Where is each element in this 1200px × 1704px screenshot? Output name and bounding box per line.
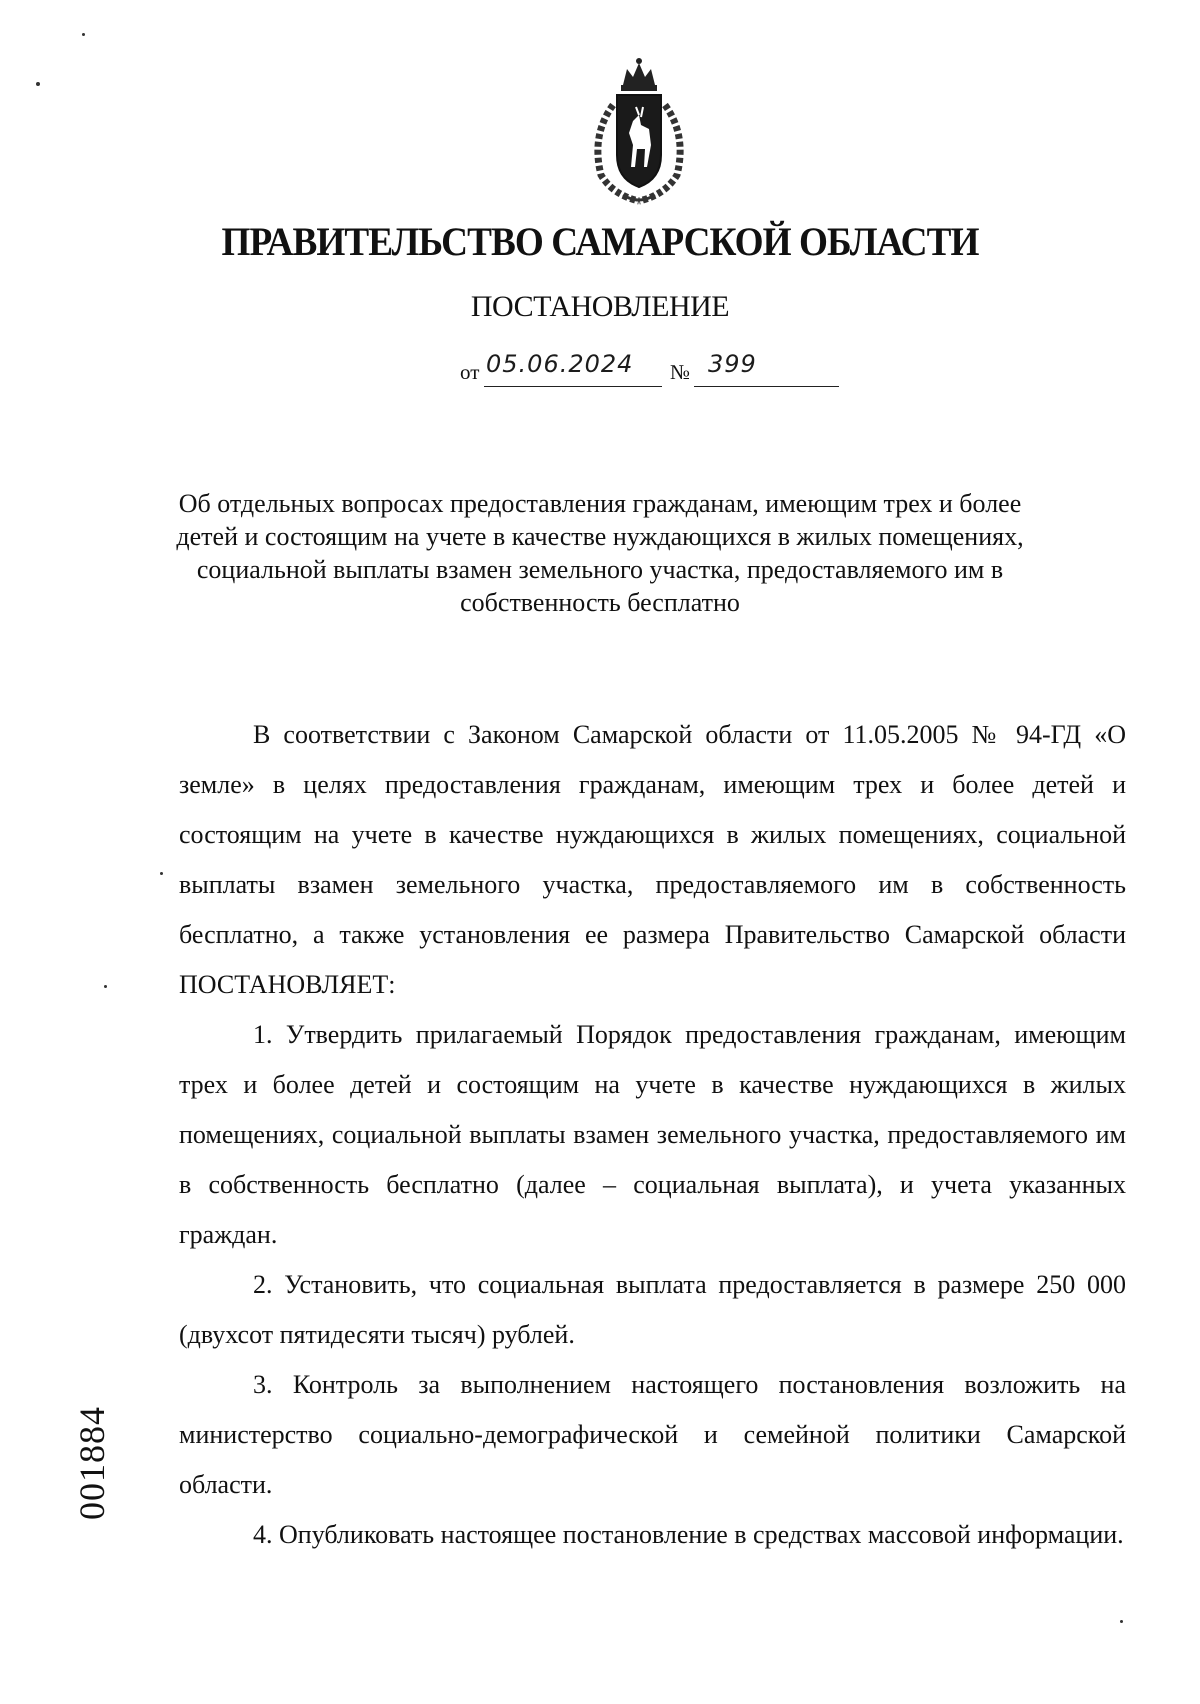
handwritten-number: 399 [708,350,757,378]
item-paragraph-1: 1. Утвердить прилагаемый Порядок предоставления гражданам, имеющим трех и более детей и состоящим на учете в качестве нуждающихся в жилых помещениях, социальной выплаты взамен земельного участка, предоставляемого им в собственность бесплатно (далее – социальная выплата), и учета указанных граждан. [179,1020,1126,1249]
number-prefix: № [670,360,691,384]
item-paragraph-3: 3. Контроль за выполнением настоящего постановления возложить на министерство социально-демографической и семейной политики Самарской области. [179,1370,1126,1499]
government-title: ПРАВИТЕЛЬСТВО САМАРСКОЙ ОБЛАСТИ [221,219,979,264]
side-registration-number: 001884 [72,1406,112,1520]
date-prefix: от [460,360,480,384]
handwritten-date: 05.06.2024 [486,350,634,378]
document-subject: Об отдельных вопросах предоставления гражданам, имеющим трех и более детей и состоящим на учете в качестве нуждающихся в жилых помещениях, социальной выплаты взамен земельного участка, предоставляемого им в собственность бесплатно [176,489,1024,617]
scan-speck [104,985,107,988]
document-body [179,710,1126,1560]
number-underline [694,386,839,387]
scan-speck [1120,1620,1123,1623]
date-underline [484,386,662,387]
scan-speck [160,872,163,875]
scan-speck [82,33,85,36]
document-type: ПОСТАНОВЛЕНИЕ [470,290,730,323]
item-paragraph-4: 4. Опубликовать настоящее постановление в средствах массовой информации. [253,1520,1124,1549]
scan-speck [36,82,40,86]
preamble-paragraph: В соответствии с Законом Самарской области от 11.05.2005 № 94-ГД «О земле» в целях предоставления гражданам, имеющим трех и более детей и состоящим на учете в качестве нуждающихся в жилых помещениях, социальной выплаты взамен земельного участка, предоставляемого им в собственность бесплатно, а также установления ее размера Правительство Самарской области ПОСТАНОВЛЯЕТ: [179,720,1126,999]
item-paragraph-2: 2. Установить, что социальная выплата предоставляется в размере 250 000 (двухсот пятидесяти тысяч) рублей. [179,1270,1126,1349]
date-number-line [460,350,860,390]
coat-of-arms-icon [583,55,695,205]
